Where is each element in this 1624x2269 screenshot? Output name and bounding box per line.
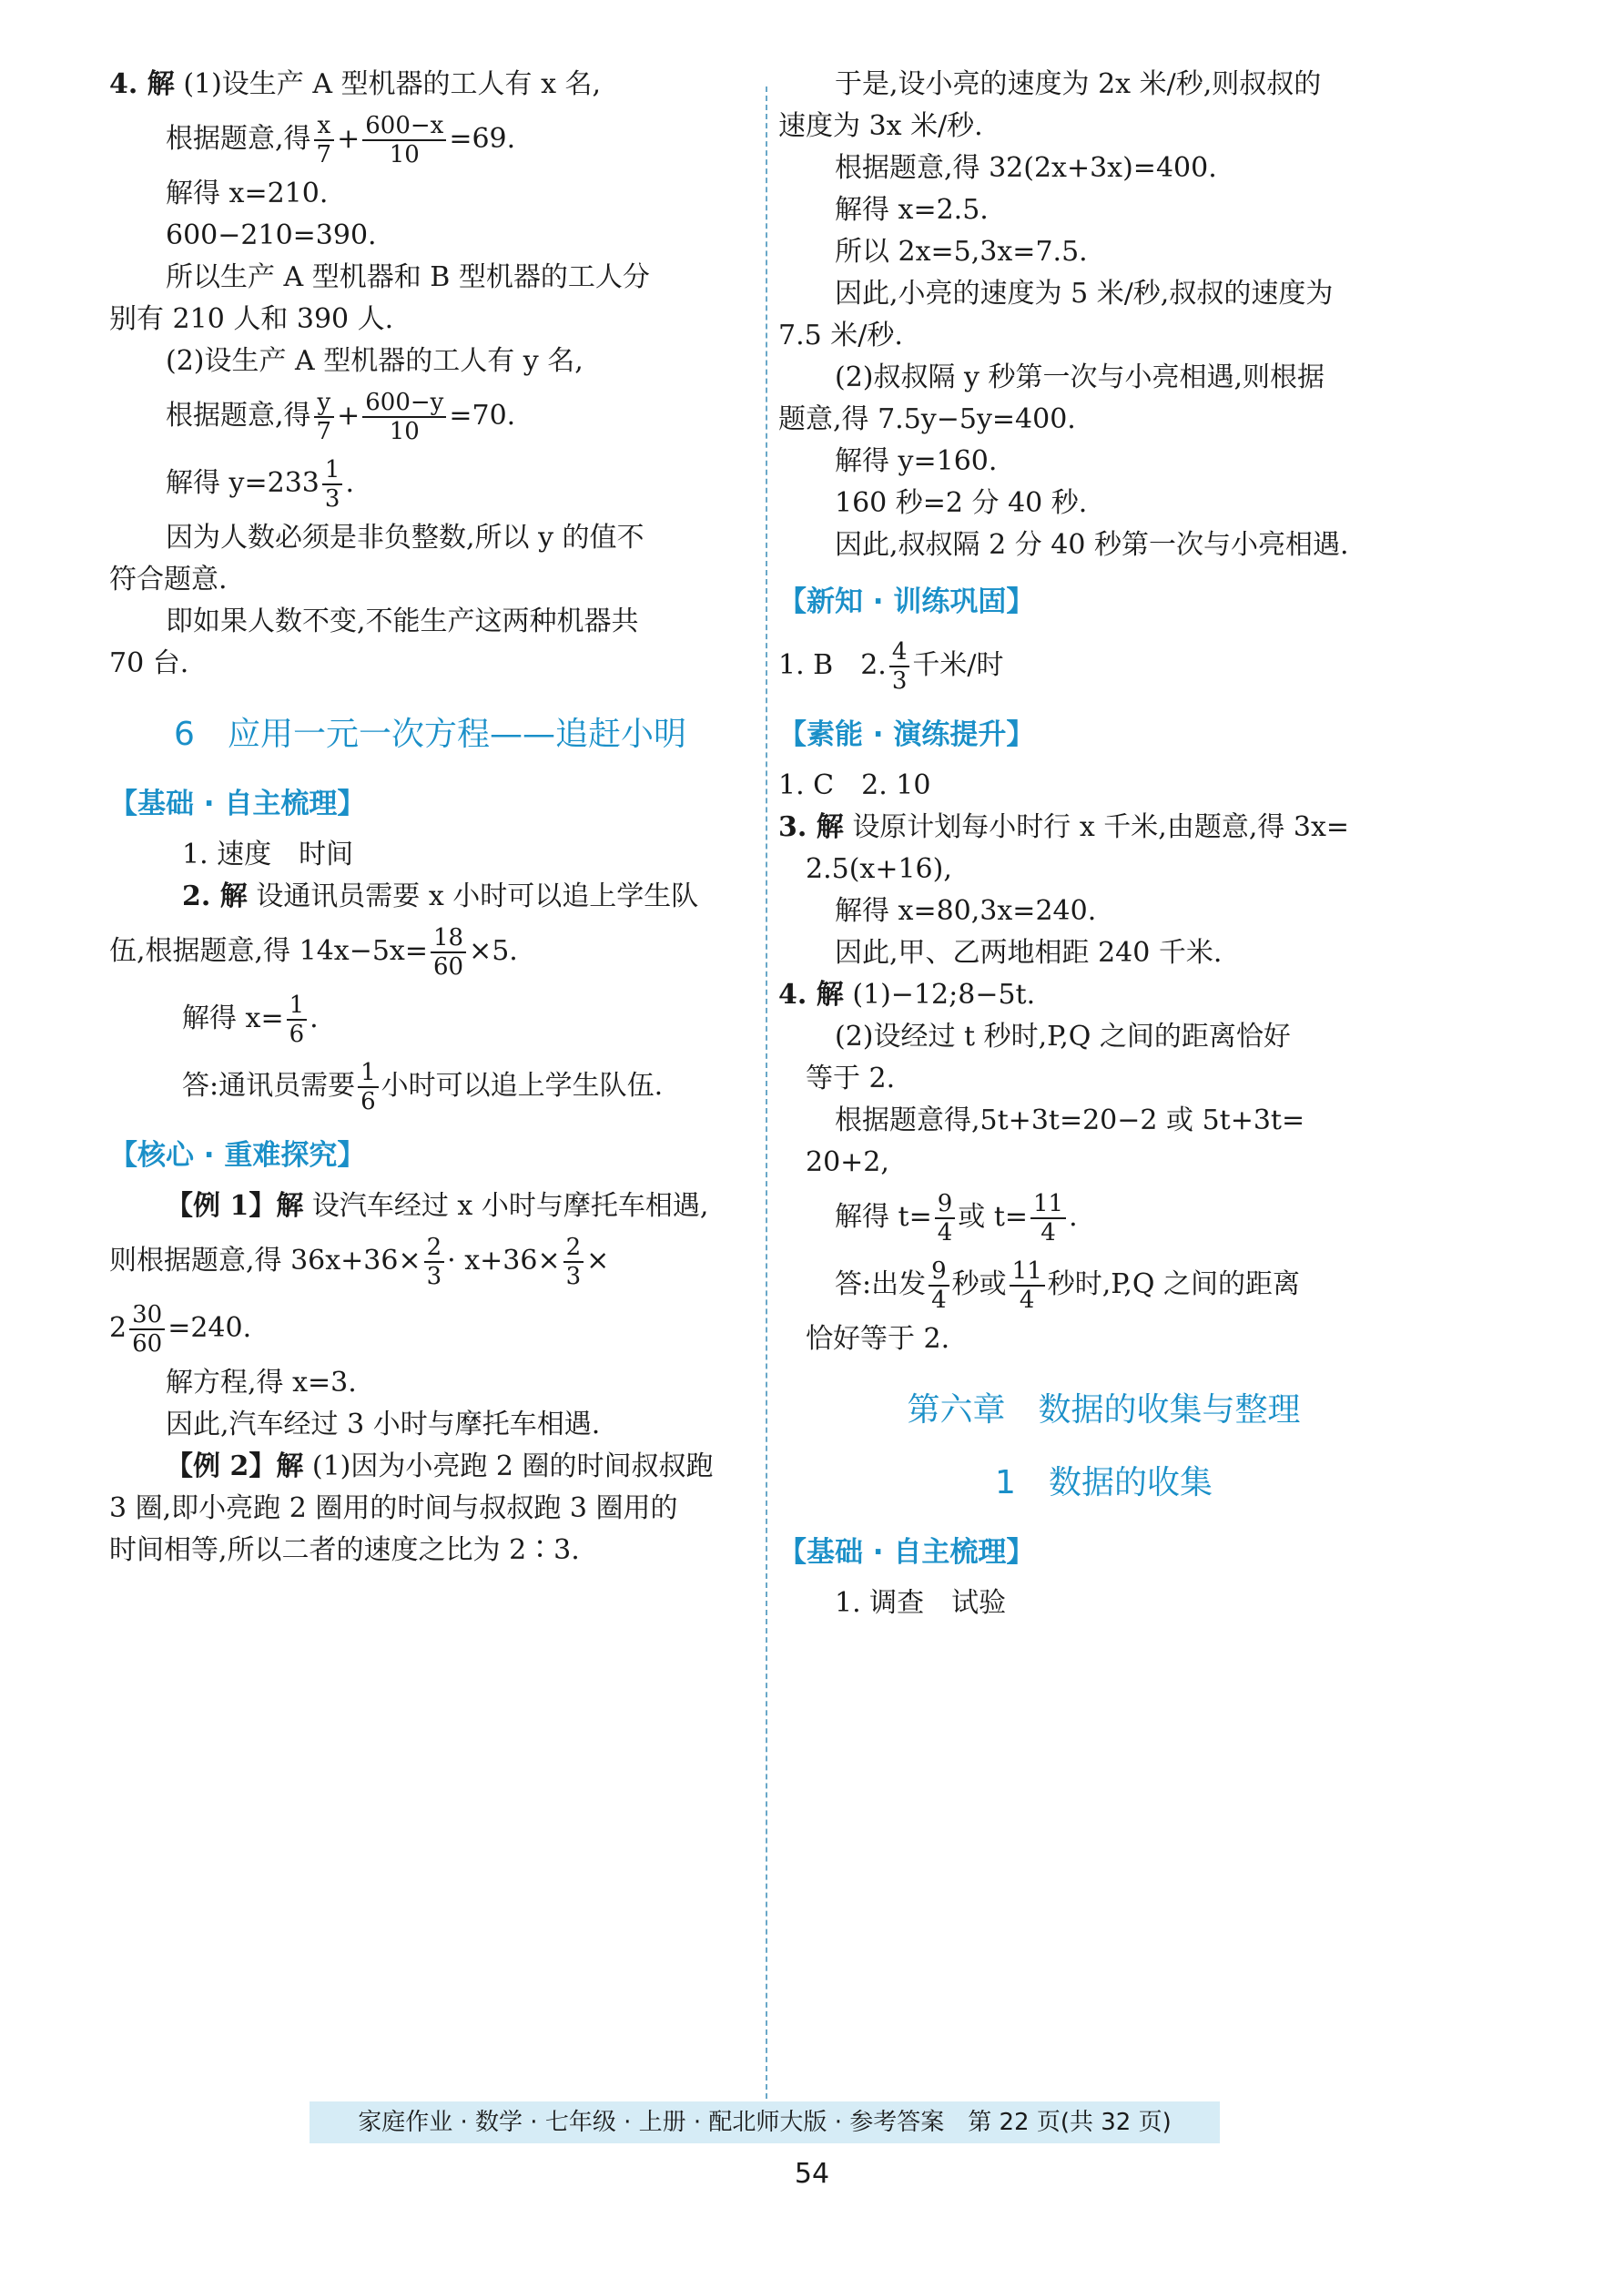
- answer-conclusion: 答:通讯员需要 $\frac{1}{6}$ 小时可以追上学生队伍.: [182, 1059, 664, 1115]
- q4-line: (2)设生产 A 型机器的工人有 y 名,: [166, 345, 584, 377]
- example-1-equation: 则根据题意,得 36x+36× $\frac{2}{3}$ · x+36× $\frac{2}{3}$ ×: [109, 1234, 610, 1290]
- column-divider: [766, 86, 767, 2099]
- section-header: 【新知 · 训练巩固】: [778, 585, 1035, 618]
- q4-line: 符合题意.: [109, 564, 228, 595]
- q4-line: 解得 x=210.: [166, 178, 329, 209]
- page-number: 54: [794, 2158, 830, 2190]
- q4-solution: 解得 y=233 $\frac{1}{3}$ .: [166, 456, 354, 513]
- answer-line: 4. 解 (1)−12;8−5t.: [778, 979, 1036, 1011]
- fraction: $\frac{11}{4}$: [1030, 1190, 1066, 1246]
- right-column: [778, 64, 1429, 1624]
- example-2-cont: 因此,小亮的速度为 5 米/秒,叔叔的速度为: [835, 278, 1334, 310]
- footer-banner: 家庭作业 · 数学 · 七年级 · 上册 · 配北师大版 · 参考答案 第 22 页(共 32 页): [310, 2101, 1220, 2143]
- answer-line: 3. 解 设原计划每小时行 x 千米,由题意,得 3x=: [778, 811, 1350, 843]
- example-1-equation-cont: 2 $\frac{30}{60}$ =240.: [109, 1301, 252, 1358]
- example-2-cont: (2)叔叔隔 y 秒第一次与小亮相遇,则根据: [835, 361, 1325, 393]
- fraction: $\frac{18}{60}$: [431, 924, 466, 981]
- chapter-title: 第六章 数据的收集与整理: [907, 1391, 1301, 1429]
- example-2-cont: 解得 x=2.5.: [835, 194, 989, 226]
- fraction: $\frac{9}{4}$: [935, 1190, 956, 1246]
- section-title: 1 数据的收集: [995, 1464, 1213, 1501]
- fraction: $\frac{1}{3}$: [322, 456, 343, 513]
- fraction: $\frac{4}{3}$: [889, 638, 910, 695]
- left-column: [109, 64, 751, 1572]
- example-2-cont: 160 秒=2 分 40 秒.: [835, 487, 1088, 519]
- example-2-line: 3 圈,即小亮跑 2 圈用的时间与叔叔跑 3 圈用的: [109, 1492, 678, 1524]
- section-header: 【核心 · 重难探究】: [109, 1139, 366, 1172]
- example-2-line: 【例 2】解 (1)因为小亮跑 2 圈的时间叔叔跑: [166, 1450, 714, 1482]
- answer-equation: 伍,根据题意,得 14x−5x= $\frac{18}{60}$ ×5.: [109, 924, 518, 981]
- answer-solution: 解得 t= $\frac{9}{4}$ 或 t= $\frac{11}{4}$ .: [835, 1190, 1078, 1246]
- answer-line: (2)设经过 t 秒时,P,Q 之间的距离恰好: [835, 1021, 1291, 1053]
- answer-conclusion: 答:出发 $\frac{9}{4}$ 秒或 $\frac{11}{4}$ 秒时,P,Q 之间的距离: [835, 1257, 1301, 1314]
- section-header: 【基础 · 自主梳理】: [109, 788, 366, 820]
- answer-line: 1. C 2. 10: [778, 769, 931, 801]
- q4-line: 70 台.: [109, 647, 189, 679]
- example-1-line: 【例 1】解 设汽车经过 x 小时与摩托车相遇,: [166, 1190, 709, 1222]
- answer-line: 1. 速度 时间: [182, 839, 354, 870]
- q4-line: 所以生产 A 型机器和 B 型机器的工人分: [166, 261, 650, 293]
- example-2-cont: 因此,叔叔隔 2 分 40 秒第一次与小亮相遇.: [835, 529, 1349, 561]
- example-2-cont: 解得 y=160.: [835, 445, 998, 477]
- answer-line: 因此,甲、乙两地相距 240 千米.: [835, 937, 1223, 969]
- fraction: $\frac{1}{6}$: [287, 992, 308, 1048]
- example-1-line: 因此,汽车经过 3 小时与摩托车相遇.: [166, 1409, 601, 1440]
- q4-line: 即如果人数不变,不能生产这两种机器共: [166, 605, 639, 637]
- answer-line: 恰好等于 2.: [806, 1323, 950, 1355]
- example-2-cont: 于是,设小亮的速度为 2x 米/秒,则叔叔的: [835, 68, 1322, 100]
- answer-line: 根据题意得,5t+3t=20−2 或 5t+3t=: [835, 1104, 1305, 1136]
- fraction: $\frac{11}{4}$: [1010, 1257, 1045, 1314]
- answer-line: 2. 解 设通讯员需要 x 小时可以追上学生队: [182, 880, 699, 912]
- fraction: $\frac{30}{60}$: [129, 1301, 165, 1358]
- q4-line: 600−210=390.: [166, 219, 377, 251]
- answer-line: 20+2,: [806, 1146, 889, 1178]
- answer-line: 解得 x=80,3x=240.: [835, 895, 1097, 927]
- answer-line: 1. B 2. $\frac{4}{3}$ 千米/时: [778, 638, 1004, 695]
- fraction: $\frac{2}{3}$: [424, 1234, 445, 1290]
- fraction: $\frac{2}{3}$: [563, 1234, 584, 1290]
- q4-line: 别有 210 人和 390 人.: [109, 303, 394, 335]
- answer-solution: 解得 x= $\frac{1}{6}$ .: [182, 992, 319, 1048]
- example-2-cont: 所以 2x=5,3x=7.5.: [835, 236, 1088, 268]
- example-2-cont: 7.5 米/秒.: [778, 320, 903, 351]
- example-2-line: 时间相等,所以二者的速度之比为 2∶3.: [109, 1534, 580, 1566]
- section-header: 【素能 · 演练提升】: [778, 718, 1035, 751]
- q4-equation-1: 根据题意,得 $\frac{x}{7}$ + $\frac{600-x}{10}$ =69.: [166, 112, 516, 168]
- section-title: 6 应用一元一次方程——追赶小明: [174, 716, 686, 753]
- q4-line: 因为人数必须是非负整数,所以 y 的值不: [166, 522, 645, 554]
- fraction: $\frac{600-x}{10}$: [362, 112, 446, 168]
- answer-line: 1. 调查 试验: [835, 1587, 1007, 1619]
- answer-line: 2.5(x+16),: [806, 853, 952, 885]
- fraction: $\frac{1}{6}$: [358, 1059, 379, 1115]
- fraction: $\frac{600-y}{10}$: [362, 389, 446, 445]
- example-2-cont: 速度为 3x 米/秒.: [778, 110, 983, 142]
- example-2-cont: 根据题意,得 32(2x+3x)=400.: [835, 152, 1217, 184]
- fraction: $\frac{9}{4}$: [929, 1257, 949, 1314]
- example-2-cont: 题意,得 7.5y−5y=400.: [778, 403, 1076, 435]
- fraction: $\frac{y}{7}$: [314, 389, 335, 445]
- fraction: $\frac{x}{7}$: [314, 112, 335, 168]
- example-1-line: 解方程,得 x=3.: [166, 1367, 357, 1399]
- q4-line: 4. 解 (1)设生产 A 型机器的工人有 x 名,: [109, 68, 602, 100]
- section-header: 【基础 · 自主梳理】: [778, 1536, 1035, 1569]
- answer-line: 等于 2.: [806, 1063, 896, 1094]
- q4-equation-2: 根据题意,得 $\frac{y}{7}$ + $\frac{600-y}{10}$ =70.: [166, 389, 516, 445]
